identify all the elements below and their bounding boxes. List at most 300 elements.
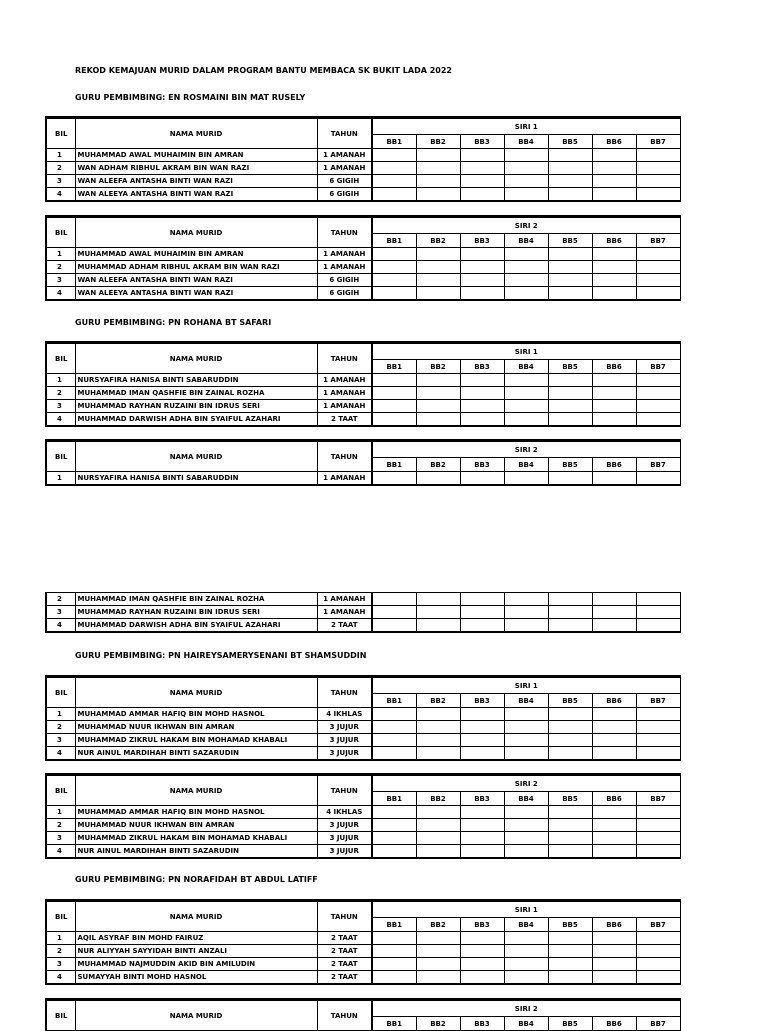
row-nama: MUHAMMAD ZIKRUL HAKAM BIN MOHAMAD KHABALI xyxy=(75,832,317,845)
progress-cell-bb5[interactable] xyxy=(548,606,592,619)
progress-cell-bb6[interactable] xyxy=(592,734,636,747)
progress-cell-bb3[interactable] xyxy=(460,845,504,859)
progress-cell-bb6[interactable] xyxy=(592,162,636,175)
row-nama: MUHAMMAD IMAN QASHFIE BIN ZAINAL ROZHA xyxy=(75,593,317,606)
progress-cell-bb7[interactable] xyxy=(636,248,680,261)
progress-cell-bb3[interactable] xyxy=(460,958,504,971)
progress-cell-bb1[interactable] xyxy=(372,971,416,985)
progress-cell-bb1[interactable] xyxy=(372,261,416,274)
progress-cell-bb5[interactable] xyxy=(548,162,592,175)
row-tahun: 2 TAAT xyxy=(317,413,372,427)
progress-cell-bb2[interactable] xyxy=(416,832,460,845)
progress-cell-bb1[interactable] xyxy=(372,248,416,261)
progress-cell-bb7[interactable] xyxy=(636,593,680,606)
progress-cell-bb5[interactable] xyxy=(548,149,592,162)
progress-cell-bb5[interactable] xyxy=(548,274,592,287)
row-tahun: 3 JUJUR xyxy=(317,845,372,859)
progress-cell-bb6[interactable] xyxy=(592,149,636,162)
progress-cell-bb3[interactable] xyxy=(460,387,504,400)
progress-cell-bb7[interactable] xyxy=(636,832,680,845)
table-row xyxy=(46,819,680,832)
progress-cell-bb7[interactable] xyxy=(636,945,680,958)
row-nama: MUHAMMAD AWAL MUHAIMIN BIN AMRAN xyxy=(75,149,317,162)
col-header-bb1: BB1 xyxy=(372,694,416,708)
progress-cell-bb6[interactable] xyxy=(592,845,636,859)
progress-cell-bb4[interactable] xyxy=(504,832,548,845)
progress-cell-bb3[interactable] xyxy=(460,188,504,202)
progress-cell-bb6[interactable] xyxy=(592,819,636,832)
col-header-bb6: BB6 xyxy=(592,234,636,248)
table-row xyxy=(46,747,680,761)
progress-cell-bb5[interactable] xyxy=(548,958,592,971)
guru-heading-1: GURU PEMBIMBING: EN ROSMAINI BIN MAT RUSELY xyxy=(75,93,306,102)
progress-cell-bb4[interactable] xyxy=(504,274,548,287)
progress-cell-bb2[interactable] xyxy=(416,747,460,761)
progress-cell-bb6[interactable] xyxy=(592,175,636,188)
progress-cell-bb3[interactable] xyxy=(460,287,504,301)
progress-cell-bb3[interactable] xyxy=(460,806,504,819)
col-header-bb2: BB2 xyxy=(416,234,460,248)
table-row xyxy=(46,374,680,387)
progress-cell-bb2[interactable] xyxy=(416,472,460,486)
table-row xyxy=(46,248,680,261)
progress-cell-bb6[interactable] xyxy=(592,248,636,261)
progress-cell-bb7[interactable] xyxy=(636,162,680,175)
col-header-bb5: BB5 xyxy=(548,234,592,248)
row-bil: 1 xyxy=(46,149,75,162)
progress-cell-bb4[interactable] xyxy=(504,400,548,413)
progress-cell-bb3[interactable] xyxy=(460,971,504,985)
progress-cell-bb5[interactable] xyxy=(548,708,592,721)
record-table xyxy=(45,773,681,859)
progress-cell-bb5[interactable] xyxy=(548,845,592,859)
progress-cell-bb1[interactable] xyxy=(372,413,416,427)
col-header-nama: NAMA MURID xyxy=(75,1000,317,1031)
col-header-bb6: BB6 xyxy=(592,918,636,932)
guru-heading-2: GURU PEMBIMBING: PN ROHANA BT SAFARI xyxy=(75,318,272,327)
progress-cell-bb3[interactable] xyxy=(460,413,504,427)
progress-cell-bb2[interactable] xyxy=(416,162,460,175)
col-header-bb4: BB4 xyxy=(504,360,548,374)
col-header-bb3: BB3 xyxy=(460,694,504,708)
col-header-nama: NAMA MURID xyxy=(75,775,317,806)
progress-cell-bb5[interactable] xyxy=(548,806,592,819)
progress-cell-bb7[interactable] xyxy=(636,400,680,413)
progress-cell-bb7[interactable] xyxy=(636,721,680,734)
progress-cell-bb5[interactable] xyxy=(548,175,592,188)
progress-cell-bb7[interactable] xyxy=(636,971,680,985)
progress-cell-bb1[interactable] xyxy=(372,734,416,747)
progress-cell-bb5[interactable] xyxy=(548,945,592,958)
progress-cell-bb2[interactable] xyxy=(416,932,460,945)
progress-cell-bb1[interactable] xyxy=(372,472,416,486)
progress-cell-bb4[interactable] xyxy=(504,248,548,261)
col-header-bb7: BB7 xyxy=(636,360,680,374)
row-nama: MUHAMMAD ADHAM RIBHUL AKRAM BIN WAN RAZI xyxy=(75,261,317,274)
progress-cell-bb6[interactable] xyxy=(592,806,636,819)
col-header-nama: NAMA MURID xyxy=(75,677,317,708)
col-header-bb1: BB1 xyxy=(372,918,416,932)
progress-cell-bb3[interactable] xyxy=(460,593,504,606)
progress-cell-bb7[interactable] xyxy=(636,472,680,486)
progress-cell-bb2[interactable] xyxy=(416,971,460,985)
progress-cell-bb3[interactable] xyxy=(460,734,504,747)
col-header-bb4: BB4 xyxy=(504,792,548,806)
progress-cell-bb5[interactable] xyxy=(548,734,592,747)
progress-cell-bb2[interactable] xyxy=(416,188,460,202)
col-header-bb4: BB4 xyxy=(504,918,548,932)
progress-cell-bb5[interactable] xyxy=(548,374,592,387)
row-nama: WAN ALEEFA ANTASHA BINTI WAN RAZI xyxy=(75,175,317,188)
progress-cell-bb1[interactable] xyxy=(372,806,416,819)
progress-cell-bb6[interactable] xyxy=(592,593,636,606)
progress-cell-bb7[interactable] xyxy=(636,806,680,819)
progress-cell-bb3[interactable] xyxy=(460,619,504,633)
progress-cell-bb4[interactable] xyxy=(504,149,548,162)
progress-cell-bb2[interactable] xyxy=(416,400,460,413)
col-header-tahun: TAHUN xyxy=(317,118,372,149)
progress-cell-bb1[interactable] xyxy=(372,374,416,387)
progress-cell-bb4[interactable] xyxy=(504,721,548,734)
col-header-tahun: TAHUN xyxy=(317,343,372,374)
progress-cell-bb1[interactable] xyxy=(372,593,416,606)
col-header-bb4: BB4 xyxy=(504,458,548,472)
progress-cell-bb4[interactable] xyxy=(504,287,548,301)
row-bil: 1 xyxy=(46,374,75,387)
progress-cell-bb6[interactable] xyxy=(592,400,636,413)
progress-cell-bb7[interactable] xyxy=(636,619,680,633)
progress-cell-bb5[interactable] xyxy=(548,261,592,274)
col-header-bil: BIL xyxy=(46,217,75,248)
progress-cell-bb4[interactable] xyxy=(504,734,548,747)
progress-cell-bb6[interactable] xyxy=(592,261,636,274)
progress-cell-bb1[interactable] xyxy=(372,932,416,945)
row-nama: WAN ALEEFA ANTASHA BINTI WAN RAZI xyxy=(75,274,317,287)
progress-cell-bb2[interactable] xyxy=(416,734,460,747)
table-row xyxy=(46,593,680,606)
progress-cell-bb4[interactable] xyxy=(504,806,548,819)
progress-cell-bb2[interactable] xyxy=(416,819,460,832)
col-header-bb5: BB5 xyxy=(548,458,592,472)
progress-cell-bb5[interactable] xyxy=(548,472,592,486)
progress-cell-bb6[interactable] xyxy=(592,387,636,400)
progress-cell-bb5[interactable] xyxy=(548,619,592,633)
progress-cell-bb2[interactable] xyxy=(416,261,460,274)
col-header-bb5: BB5 xyxy=(548,792,592,806)
progress-cell-bb3[interactable] xyxy=(460,175,504,188)
progress-cell-bb4[interactable] xyxy=(504,958,548,971)
progress-cell-bb4[interactable] xyxy=(504,593,548,606)
progress-cell-bb3[interactable] xyxy=(460,248,504,261)
row-tahun: 4 IKHLAS xyxy=(317,806,372,819)
progress-cell-bb6[interactable] xyxy=(592,971,636,985)
progress-cell-bb6[interactable] xyxy=(592,472,636,486)
row-nama: MUHAMMAD DARWISH ADHA BIN SYAIFUL AZAHARI xyxy=(75,619,317,633)
col-header-bb2: BB2 xyxy=(416,694,460,708)
progress-cell-bb7[interactable] xyxy=(636,747,680,761)
progress-cell-bb4[interactable] xyxy=(504,606,548,619)
progress-cell-bb6[interactable] xyxy=(592,832,636,845)
progress-cell-bb3[interactable] xyxy=(460,832,504,845)
row-nama: WAN ALEEYA ANTASHA BINTI WAN RAZI xyxy=(75,188,317,202)
progress-cell-bb1[interactable] xyxy=(372,606,416,619)
row-nama: MUHAMMAD AWAL MUHAIMIN BIN AMRAN xyxy=(75,248,317,261)
progress-cell-bb2[interactable] xyxy=(416,274,460,287)
row-bil: 1 xyxy=(46,472,75,486)
progress-cell-bb7[interactable] xyxy=(636,606,680,619)
progress-cell-bb3[interactable] xyxy=(460,708,504,721)
progress-cell-bb6[interactable] xyxy=(592,747,636,761)
row-bil: 2 xyxy=(46,819,75,832)
row-nama: NURSYAFIRA HANISA BINTI SABARUDDIN xyxy=(75,472,317,486)
progress-cell-bb3[interactable] xyxy=(460,261,504,274)
table-row xyxy=(46,162,680,175)
progress-cell-bb7[interactable] xyxy=(636,819,680,832)
row-tahun: 1 AMANAH xyxy=(317,374,372,387)
progress-cell-bb1[interactable] xyxy=(372,175,416,188)
row-bil: 1 xyxy=(46,708,75,721)
progress-cell-bb4[interactable] xyxy=(504,819,548,832)
progress-cell-bb6[interactable] xyxy=(592,274,636,287)
progress-cell-bb3[interactable] xyxy=(460,472,504,486)
col-header-bb6: BB6 xyxy=(592,694,636,708)
progress-cell-bb7[interactable] xyxy=(636,932,680,945)
progress-cell-bb4[interactable] xyxy=(504,188,548,202)
progress-cell-bb1[interactable] xyxy=(372,400,416,413)
progress-cell-bb6[interactable] xyxy=(592,721,636,734)
table-row xyxy=(46,721,680,734)
progress-cell-bb2[interactable] xyxy=(416,845,460,859)
row-tahun: 1 AMANAH xyxy=(317,149,372,162)
row-nama: MUHAMMAD IMAN QASHFIE BIN ZAINAL ROZHA xyxy=(75,387,317,400)
row-tahun: 1 AMANAH xyxy=(317,261,372,274)
progress-cell-bb2[interactable] xyxy=(416,413,460,427)
siri-header: SIRI 2 xyxy=(372,1000,680,1017)
progress-cell-bb6[interactable] xyxy=(592,945,636,958)
progress-cell-bb5[interactable] xyxy=(548,387,592,400)
col-header-bb5: BB5 xyxy=(548,360,592,374)
row-bil: 3 xyxy=(46,400,75,413)
progress-cell-bb1[interactable] xyxy=(372,819,416,832)
col-header-bb3: BB3 xyxy=(460,135,504,149)
table-row xyxy=(46,472,680,486)
progress-cell-bb5[interactable] xyxy=(548,971,592,985)
progress-cell-bb4[interactable] xyxy=(504,708,548,721)
progress-cell-bb7[interactable] xyxy=(636,387,680,400)
progress-cell-bb5[interactable] xyxy=(548,747,592,761)
row-bil: 4 xyxy=(46,619,75,633)
siri-header: SIRI 1 xyxy=(372,901,680,918)
progress-cell-bb1[interactable] xyxy=(372,149,416,162)
progress-cell-bb2[interactable] xyxy=(416,945,460,958)
progress-cell-bb5[interactable] xyxy=(548,188,592,202)
progress-cell-bb5[interactable] xyxy=(548,819,592,832)
row-bil: 2 xyxy=(46,162,75,175)
col-header-tahun: TAHUN xyxy=(317,1000,372,1031)
progress-cell-bb2[interactable] xyxy=(416,721,460,734)
row-tahun: 1 AMANAH xyxy=(317,162,372,175)
progress-cell-bb1[interactable] xyxy=(372,287,416,301)
progress-cell-bb7[interactable] xyxy=(636,958,680,971)
progress-cell-bb4[interactable] xyxy=(504,175,548,188)
progress-cell-bb4[interactable] xyxy=(504,162,548,175)
progress-cell-bb4[interactable] xyxy=(504,387,548,400)
progress-cell-bb4[interactable] xyxy=(504,932,548,945)
page-title: REKOD KEMAJUAN MURID DALAM PROGRAM BANTU MEMBACA SK BUKIT LADA 2022 xyxy=(75,66,452,75)
table-row xyxy=(46,387,680,400)
progress-cell-bb6[interactable] xyxy=(592,606,636,619)
progress-cell-bb3[interactable] xyxy=(460,747,504,761)
col-header-bil: BIL xyxy=(46,775,75,806)
row-tahun: 3 JUJUR xyxy=(317,819,372,832)
progress-cell-bb2[interactable] xyxy=(416,175,460,188)
progress-cell-bb4[interactable] xyxy=(504,472,548,486)
col-header-nama: NAMA MURID xyxy=(75,901,317,932)
progress-cell-bb5[interactable] xyxy=(548,248,592,261)
progress-cell-bb2[interactable] xyxy=(416,248,460,261)
progress-cell-bb7[interactable] xyxy=(636,845,680,859)
progress-cell-bb4[interactable] xyxy=(504,945,548,958)
progress-cell-bb3[interactable] xyxy=(460,932,504,945)
progress-cell-bb4[interactable] xyxy=(504,374,548,387)
progress-cell-bb2[interactable] xyxy=(416,387,460,400)
col-header-nama: NAMA MURID xyxy=(75,441,317,472)
progress-cell-bb7[interactable] xyxy=(636,274,680,287)
progress-cell-bb7[interactable] xyxy=(636,175,680,188)
row-bil: 4 xyxy=(46,747,75,761)
progress-cell-bb6[interactable] xyxy=(592,287,636,301)
table-row xyxy=(46,971,680,985)
table-row xyxy=(46,149,680,162)
progress-cell-bb1[interactable] xyxy=(372,958,416,971)
progress-cell-bb3[interactable] xyxy=(460,721,504,734)
row-nama: AQIL ASYRAF BIN MOHD FAIRUZ xyxy=(75,932,317,945)
siri-header: SIRI 2 xyxy=(372,441,680,458)
progress-cell-bb2[interactable] xyxy=(416,806,460,819)
siri-header: SIRI 1 xyxy=(372,677,680,694)
progress-cell-bb5[interactable] xyxy=(548,400,592,413)
progress-cell-bb7[interactable] xyxy=(636,188,680,202)
progress-cell-bb1[interactable] xyxy=(372,945,416,958)
progress-cell-bb6[interactable] xyxy=(592,958,636,971)
row-tahun: 2 TAAT xyxy=(317,945,372,958)
progress-cell-bb4[interactable] xyxy=(504,971,548,985)
col-header-bb3: BB3 xyxy=(460,1017,504,1031)
progress-cell-bb4[interactable] xyxy=(504,261,548,274)
progress-cell-bb2[interactable] xyxy=(416,708,460,721)
progress-cell-bb7[interactable] xyxy=(636,413,680,427)
progress-cell-bb7[interactable] xyxy=(636,149,680,162)
progress-cell-bb6[interactable] xyxy=(592,188,636,202)
col-header-bb7: BB7 xyxy=(636,918,680,932)
progress-cell-bb6[interactable] xyxy=(592,932,636,945)
progress-cell-bb1[interactable] xyxy=(372,619,416,633)
col-header-bb7: BB7 xyxy=(636,458,680,472)
row-bil: 4 xyxy=(46,188,75,202)
progress-cell-bb5[interactable] xyxy=(548,593,592,606)
table-row xyxy=(46,845,680,859)
progress-cell-bb6[interactable] xyxy=(592,374,636,387)
row-bil: 3 xyxy=(46,606,75,619)
col-header-bb2: BB2 xyxy=(416,458,460,472)
progress-cell-bb6[interactable] xyxy=(592,708,636,721)
progress-cell-bb4[interactable] xyxy=(504,619,548,633)
progress-cell-bb3[interactable] xyxy=(460,606,504,619)
progress-cell-bb3[interactable] xyxy=(460,819,504,832)
col-header-bb6: BB6 xyxy=(592,135,636,149)
progress-cell-bb3[interactable] xyxy=(460,149,504,162)
guru-heading-4: GURU PEMBIMBING: PN NORAFIDAH BT ABDUL LATIFF xyxy=(75,875,318,884)
progress-cell-bb1[interactable] xyxy=(372,708,416,721)
progress-cell-bb1[interactable] xyxy=(372,721,416,734)
progress-cell-bb7[interactable] xyxy=(636,287,680,301)
col-header-tahun: TAHUN xyxy=(317,441,372,472)
progress-cell-bb3[interactable] xyxy=(460,374,504,387)
progress-cell-bb1[interactable] xyxy=(372,747,416,761)
col-header-bb4: BB4 xyxy=(504,1017,548,1031)
progress-cell-bb4[interactable] xyxy=(504,845,548,859)
progress-cell-bb2[interactable] xyxy=(416,958,460,971)
progress-cell-bb4[interactable] xyxy=(504,413,548,427)
progress-cell-bb3[interactable] xyxy=(460,162,504,175)
row-bil: 2 xyxy=(46,945,75,958)
progress-cell-bb2[interactable] xyxy=(416,149,460,162)
row-bil: 3 xyxy=(46,274,75,287)
table-row xyxy=(46,958,680,971)
progress-cell-bb1[interactable] xyxy=(372,188,416,202)
progress-cell-bb2[interactable] xyxy=(416,619,460,633)
progress-cell-bb3[interactable] xyxy=(460,945,504,958)
row-bil: 4 xyxy=(46,287,75,301)
col-header-bb1: BB1 xyxy=(372,360,416,374)
progress-cell-bb6[interactable] xyxy=(592,413,636,427)
progress-cell-bb6[interactable] xyxy=(592,619,636,633)
progress-cell-bb7[interactable] xyxy=(636,734,680,747)
col-header-bb7: BB7 xyxy=(636,234,680,248)
progress-cell-bb2[interactable] xyxy=(416,606,460,619)
progress-cell-bb1[interactable] xyxy=(372,274,416,287)
progress-cell-bb7[interactable] xyxy=(636,708,680,721)
progress-cell-bb1[interactable] xyxy=(372,162,416,175)
progress-cell-bb5[interactable] xyxy=(548,287,592,301)
progress-cell-bb1[interactable] xyxy=(372,832,416,845)
progress-cell-bb5[interactable] xyxy=(548,413,592,427)
col-header-bb5: BB5 xyxy=(548,694,592,708)
progress-cell-bb2[interactable] xyxy=(416,593,460,606)
col-header-bb3: BB3 xyxy=(460,360,504,374)
col-header-bb2: BB2 xyxy=(416,792,460,806)
progress-cell-bb1[interactable] xyxy=(372,845,416,859)
progress-cell-bb2[interactable] xyxy=(416,287,460,301)
progress-cell-bb1[interactable] xyxy=(372,387,416,400)
progress-cell-bb5[interactable] xyxy=(548,932,592,945)
row-tahun: 6 GIGIH xyxy=(317,188,372,202)
col-header-bb7: BB7 xyxy=(636,694,680,708)
progress-cell-bb7[interactable] xyxy=(636,261,680,274)
row-nama: MUHAMMAD NAJMUDDIN AKID BIN AMILUDIN xyxy=(75,958,317,971)
col-header-bb7: BB7 xyxy=(636,1017,680,1031)
progress-cell-bb2[interactable] xyxy=(416,374,460,387)
progress-cell-bb7[interactable] xyxy=(636,374,680,387)
progress-cell-bb3[interactable] xyxy=(460,400,504,413)
progress-cell-bb3[interactable] xyxy=(460,274,504,287)
row-bil: 3 xyxy=(46,175,75,188)
progress-cell-bb4[interactable] xyxy=(504,747,548,761)
progress-cell-bb5[interactable] xyxy=(548,721,592,734)
progress-cell-bb5[interactable] xyxy=(548,832,592,845)
siri-header: SIRI 1 xyxy=(372,343,680,360)
col-header-bb5: BB5 xyxy=(548,135,592,149)
